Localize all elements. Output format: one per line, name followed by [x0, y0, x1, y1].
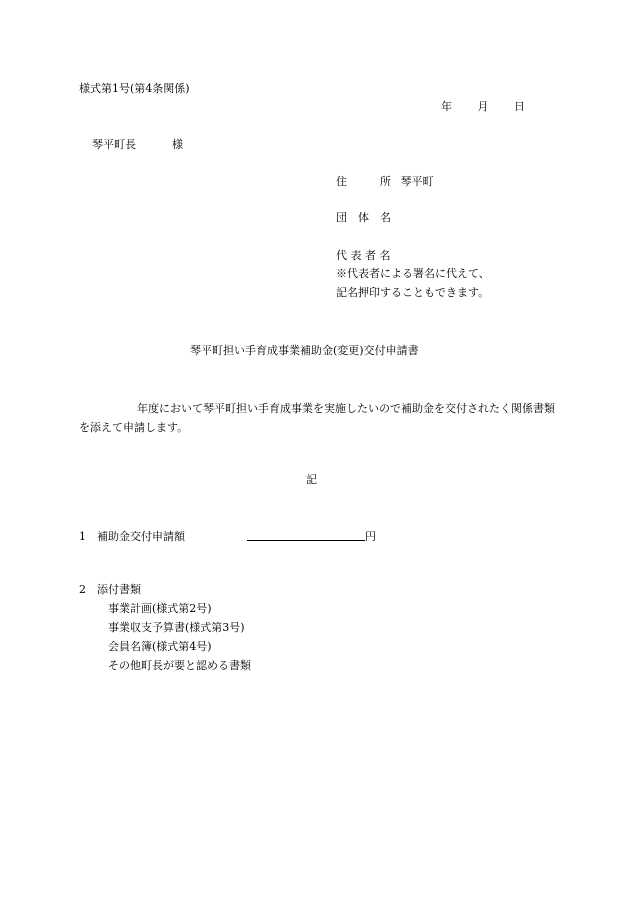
attachment-item: その他町長が要と認める書類 [108, 659, 251, 672]
addressee [92, 139, 183, 150]
amount-blank-line [247, 530, 365, 541]
applicant-address [336, 176, 434, 187]
item-requested-amount [79, 530, 376, 542]
addressee-honorific: 様 [172, 138, 183, 151]
date-line [441, 101, 525, 112]
item2-label: 添付書類 [97, 583, 141, 596]
date-month: 月 [477, 100, 489, 113]
signature-note-line1: ※代表者による署名に代えて、 [336, 267, 490, 280]
item2-number: 2 [79, 583, 86, 596]
application-body: 年度において琴平町担い手育成事業を実施したいので補助金を交付されたく関係書類を添えて申請します。 [79, 402, 555, 434]
form-number: 様式第1号(第4条関係) [79, 82, 190, 95]
address-label: 住 所 [336, 175, 391, 188]
date-day: 日 [514, 100, 525, 113]
attachment-item: 事業計画(様式第2号) [108, 602, 212, 615]
ki-heading: 記 [306, 473, 317, 486]
organization-label: 団 体 名 [336, 211, 391, 224]
attachment-item: 事業収支予算書(様式第3号) [108, 621, 245, 634]
item1-label: 補助金交付申請額 [97, 530, 185, 543]
representative-label: 代 表 者 名 [336, 249, 391, 262]
document-title: 琴平町担い手育成事業補助金(変更)交付申請書 [190, 344, 419, 357]
attachment-item: 会員名簿(様式第4号) [108, 640, 212, 653]
address-value: 琴平町 [400, 175, 434, 188]
signature-note-line2: 記名押印することもできます。 [336, 286, 490, 299]
item-attachments [79, 584, 141, 595]
item1-unit: 円 [365, 530, 376, 543]
date-year: 年 [441, 100, 452, 113]
addressee-name: 琴平町長 [92, 138, 136, 151]
item1-number: 1 [79, 530, 86, 543]
